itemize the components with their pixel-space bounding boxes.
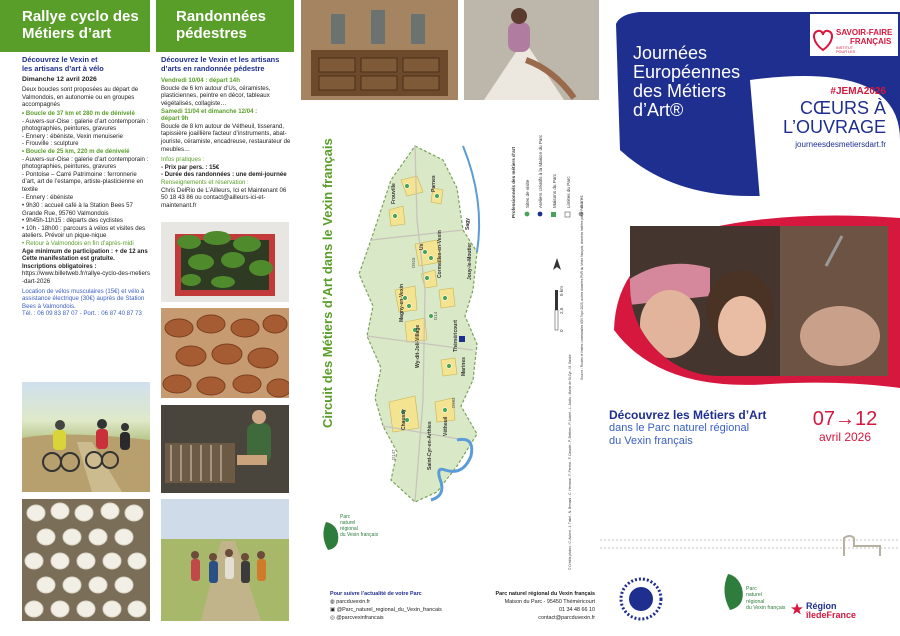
plant-frame-illustration [161, 222, 289, 302]
legend-item: Limites du Parc [566, 176, 571, 208]
legend-workshop-symbol [538, 212, 543, 217]
cycle-loop2-item: - Auvers-sur-Oise : galerie d’art contemporain : photographies, peintures, gravures [22, 155, 149, 171]
cycle-header-band [0, 0, 150, 52]
region-logo-line: îledeFrance [806, 610, 857, 620]
pottery-illustration [161, 308, 289, 398]
legend-title: Professionnels des métiers d’art [511, 147, 516, 218]
hike-booking-text: Chris DelRio de L’Ailleurs, Ici et Maintenant 06 50 18 43 86 ou contact@ailleurs-ici-et-maintenant.fr [161, 186, 287, 209]
hike-heading-line-2: d’arts en randonnée pédestre [161, 63, 265, 73]
legend-boundary-symbol [565, 212, 570, 217]
brand-small-text [836, 46, 855, 54]
legend-item: Maisons du Parc [552, 173, 557, 208]
address-title: Parc naturel régional du Vexin français [495, 591, 595, 597]
cycle-loop1-item: - Auvers-sur-Oise : galerie d’art contemporain : photographies, peintures, gravures [22, 117, 149, 133]
event-title-line: d’Art® [633, 100, 684, 120]
road-label: D147 [391, 449, 396, 460]
social-block [330, 590, 490, 622]
brand-small-line: INSTITUT [836, 46, 854, 50]
cycle-schedule-item: • Retour à Valmondois en fin d’après-midi [22, 240, 134, 248]
vexin-map [345, 140, 495, 508]
workshop-photo [301, 0, 458, 100]
region-logo [806, 602, 856, 620]
address-line[interactable]: contact@parcduvexin.fr [538, 615, 595, 621]
follow-title: Pour suivre l’actualité de votre Parc [330, 591, 422, 597]
brand-line: FRANÇAIS [850, 37, 892, 46]
event-dates: 07→12 [812, 408, 878, 430]
dates-block [800, 408, 890, 444]
cycle-schedule-item: • 9h30 : accueil café à la Station Bees 57 Grande Rue, 95760 Valmondois [22, 202, 133, 217]
map-source-note: Source : Routes et limites communales IGN Topo 2023, autres données PNR du Vexin français, données traitées par le Parc [580, 204, 584, 380]
cycle-intro: Deux boucles sont proposées au départ de Valmondois, en autonomie ou en groupes accompagnés [22, 86, 139, 109]
address-block [475, 590, 595, 622]
town-label: Us [419, 243, 425, 250]
town-label: Magny-en-Vexin [399, 283, 405, 322]
weaver-illustration [161, 405, 289, 493]
pottery-photo [161, 308, 289, 398]
scale-label: 5 km [559, 286, 564, 296]
north-arrow-icon [553, 258, 561, 270]
hike-info-title: Infos pratiques : [161, 156, 205, 164]
cyclists-illustration [22, 382, 150, 492]
town-label: Frouville [391, 183, 397, 204]
park-logo-line: du Vexin français [746, 605, 786, 612]
event-title-line: des Métiers [633, 81, 727, 101]
social-link-site[interactable]: parcduvexin.fr [336, 599, 371, 605]
town-label: Vétheuil [443, 416, 449, 436]
town-label: Cormeilles-en-Vexin [437, 230, 443, 278]
cycle-loop1-title: • Boucle de 37 km et 280 m de dénivelé [22, 109, 135, 117]
plant-frame-photo [161, 222, 289, 302]
discover-headline: Découvrez les Métiers d’Art [609, 408, 767, 422]
cycle-signup-url[interactable]: https://www.billetweb.fr/rallye-cyclo-des-metiers-dart-2026 [22, 270, 151, 286]
hike-title-line-2: pédestres [176, 25, 247, 42]
park-logo-text-small [340, 514, 378, 538]
brand-wordmark [836, 28, 892, 46]
map-legend-column [505, 130, 600, 585]
cycle-text-column [22, 56, 150, 318]
road-label: D14 [433, 311, 438, 320]
town-label: Wy-dit-Joli-Village [415, 324, 421, 368]
hike-walk2-title-line-2: départ 9h [161, 115, 189, 123]
park-house-marker [459, 336, 465, 342]
hike-header-band [156, 0, 294, 52]
park-logo-line: Parc [746, 586, 757, 592]
legend-item: Sites de visite [525, 179, 530, 208]
event-title [633, 44, 740, 120]
web-icon: ◍ [330, 599, 337, 605]
address-line: Maison du Parc - 95450 Théméricourt [504, 599, 595, 605]
eu-heritage-logo-icon [618, 576, 664, 622]
hike-text-column [161, 56, 294, 209]
cycle-loop1-item: - Frouville : sculpture [22, 140, 79, 148]
meringues-photo [22, 499, 150, 621]
cycle-schedule-item: • 9h45h-11h15 : départs des cyclistes [22, 217, 123, 225]
cyclists-photo [22, 382, 150, 492]
park-logo-line: régional [340, 526, 358, 532]
cycle-age: Age minimum de participation : + de 12 ans [22, 247, 148, 255]
brand-heart-icon [810, 26, 836, 52]
park-logo-line: naturel [746, 592, 762, 599]
legend-park-house-symbol [551, 212, 556, 217]
cycle-date: Dimanche 12 avril 2026 [22, 76, 97, 84]
cycle-signup: Inscriptions obligatoires : [22, 262, 97, 270]
hike-booking-title: Renseignements et réservation : [161, 178, 249, 186]
cycle-phones: Tél. : 06 09 83 87 07 - Port. : 06 87 40 87 73 [22, 310, 142, 318]
sewing-photo [464, 0, 599, 100]
town-label: Saint-Cyr-en-Arthies [427, 421, 433, 470]
cycle-title-line-2: Métiers d’art [22, 25, 112, 42]
sewing-illustration [464, 0, 599, 100]
hikers-illustration [161, 499, 289, 621]
legend-item: Gares [579, 195, 584, 208]
park-logo-line: naturel [340, 520, 356, 526]
hike-info-item: - Durée des randonnées : une demi-journée [161, 171, 287, 179]
park-logo-text-large [746, 586, 786, 612]
cycle-loop2-title: • Boucle de 25 km, 220 m de dénivelé [22, 147, 130, 155]
discover-subline: dans le Parc naturel régional [609, 422, 750, 434]
workshop-illustration [301, 0, 458, 100]
address-line: 01 34 48 66 10 [559, 607, 595, 613]
town-label: Théméricourt [453, 320, 459, 352]
cycle-heading-line-2: les artisans d’art à vélo [22, 63, 104, 73]
hike-walk1-title: Vendredi 10/04 : départ 14h [161, 77, 240, 85]
cycle-loop2-item: - Pontoise – Carré Patrimoine : ferronnerie d’art, art de l’estampe, artiste-plasticienne en textile [22, 170, 144, 193]
legend-visit-symbol [525, 212, 530, 217]
hike-info-item: - Prix par pers. : 15€ [161, 163, 220, 171]
event-title-line: Journées [633, 43, 708, 63]
children-photo [630, 226, 888, 376]
town-label: Parnes [431, 175, 437, 192]
scale-bar [555, 286, 564, 332]
cycle-loop1-item: - Ennery : ébéniste, Vexin menuiserie [22, 132, 123, 140]
cycle-loop2-item: - Ennery : ébéniste [22, 193, 74, 201]
town-label: Marines [461, 357, 467, 376]
hike-title-line-1: Randonnées [176, 8, 267, 25]
brand-line: SAVOIR-FAIRE [836, 28, 893, 37]
meringues-illustration [22, 499, 150, 621]
event-website[interactable]: journeesdesmetiersdart.fr [795, 140, 886, 149]
cycle-free: Cette manifestation est gratuite. [22, 255, 115, 263]
event-title-line: Européennes [633, 62, 741, 82]
scale-label: 0 [559, 329, 564, 332]
park-logo-line: régional [746, 598, 765, 605]
slogan-line: L’OUVRAGE [782, 117, 886, 137]
photo-credits-note: © Crédits photos : C. Aubert - J. Trabé - N. Bernard - C. Hermant - F. Pereira - F. Caradel - P. Brethes - P. Aubert - L. Jaulin - Mairie de St-Cyr - M. Gardie [568, 354, 572, 570]
park-logo-line: du Vexin français [340, 532, 379, 538]
social-link-facebook[interactable]: @Parc_naturel_regional_du_Vexin_francais [336, 607, 442, 613]
cycle-heading-line-1: Découvrez le Vexin et [22, 55, 98, 64]
park-logo-line: Parc [340, 514, 351, 520]
social-link-instagram[interactable]: @parcvexinfrancais [336, 615, 384, 621]
hike-walk1-text: Boucle de 6 km autour d’Us, céramistes, plasticiennes, peintre en décor, tableaux végétalisés, collagiste… [161, 84, 271, 107]
hikers-photo [161, 499, 289, 621]
map-vertical-title: Circuit des Métiers d’Art dans le Vexin français [320, 138, 335, 428]
slogan-block [770, 86, 886, 149]
region-logo-line: Région [806, 601, 837, 611]
legend-item: Ateliers créatifs à la Maison du Parc [538, 134, 543, 208]
event-month: avril 2026 [818, 430, 872, 444]
hike-heading-line-1: Découvrez le Vexin et les artisans [161, 55, 280, 64]
hashtag: #JEMA2026 [830, 86, 886, 97]
cycle-schedule-item: • 10h - 18h00 : parcours à vélos et visites des ateliers. Prévoir un pique-nique [22, 224, 146, 240]
hike-walk2-title-line-1: Samedi 11/04 et dimanche 12/04 : [161, 107, 258, 115]
weaver-photo [161, 405, 289, 493]
brand-small-line: POUR LES [836, 50, 856, 55]
discover-subline: du Vexin français [609, 435, 693, 447]
cycle-rental: Location de vélos musculaires (15€) et vélo à assistance électrique (30€) auprès de Station Bees à Valmondois. [22, 287, 145, 310]
town-label: Jouy-le-Moutier [467, 242, 473, 280]
region-star-icon [790, 602, 804, 616]
road-label: D983 [451, 397, 456, 408]
hike-walk2-text: Boucle de 8 km autour de Vétheuil, tisserand, tapissière joaillière facteur d’instruments, abat-jouriste, céramiste, encadreuse, restaurateur de meubles… [161, 122, 291, 153]
cycle-title-line-1: Rallye cyclo des [22, 8, 139, 25]
slogan-line: CŒURS À [799, 98, 886, 118]
scale-label: 2,5 [559, 307, 564, 314]
children-illustration [630, 226, 888, 376]
facebook-icon: ▣ [330, 607, 337, 613]
road-label: D915 [411, 257, 416, 268]
chair-motif-icon [840, 528, 888, 558]
map-vertical-title-area [312, 128, 340, 428]
instagram-icon: ◎ [330, 615, 337, 621]
town-label: Sagy [465, 218, 471, 230]
town-label: Chaussy [401, 409, 407, 430]
discover-block [609, 408, 789, 448]
